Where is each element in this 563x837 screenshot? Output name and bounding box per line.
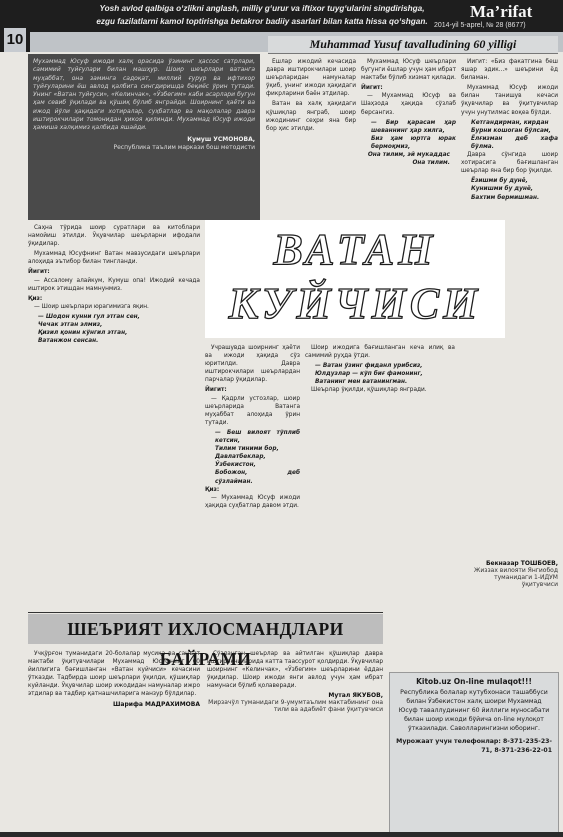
slogan-line-1: Yosh avlod qalbiga o‘zlikni anglash, milliy g‘urur va iftixor tuyg‘ularini singdirishga, [99, 4, 425, 13]
poem-line: Юлдузлар — кўп биғ фамонинг, [315, 371, 423, 378]
poem-line: Она тилим. [412, 160, 450, 167]
author-role: Мирзачўл туманидаги 9-умумтаълим мактабининг она тили ва адабиёт фани ўқитувчиси [208, 699, 383, 714]
poem-line: Ватанжон сенсан. [38, 338, 99, 345]
author-role: Жиззах вилояти Янгиобод туманидаги 1-ИДУМ ўқитувчиси [473, 567, 558, 588]
paragraph: Ёшлар ижодий кечасида давра иштирокчилари шоир шеърларидан намуналар ўқиб, унинг ижоди ҳақидаги фикрларини баён этдилар. [266, 59, 356, 98]
notice-contact: Мурожаат учун телефонлар: 8-371-235-23-71, 8-371-236-22-01 [396, 738, 552, 754]
intro-signature: Кумуш УСМОНОВА, [187, 135, 255, 143]
poem-line: Биз ҳам юртга юрак бермоқмиз, [371, 135, 456, 150]
paragraph: Шоир ижодига бағишланган кеча илиқ ва самимий руҳда ўтди. [305, 345, 455, 360]
paragraph: Давра сўнгида шоир хотирасига бағишланган шеърлар яна бир бор ўқилди. [461, 152, 558, 175]
poem-line: Кунишми бу дунё, [471, 186, 534, 193]
poem-line: Ёзишми бу дунё, [471, 178, 528, 185]
paragraph: Йигит: «Биз факатгина беш яшар эдик...» шеърини ёд биламан. [461, 59, 558, 82]
paragraph: — Ассалому алайкум, Кумуш опа! Ижодий кечада иштирок этишдан мамнунмиз. [28, 277, 200, 292]
poem-line: Ёлғизман деб хафа бўлма. [471, 135, 558, 150]
poem-line: — Беш вилоят тўплиб кетсин, [215, 429, 300, 445]
poem-line: Бобожон, деб сўзлайман. [215, 470, 300, 485]
author-name: Бекназар ТОШБОЕВ, [485, 560, 558, 567]
author-name: Мутал ЯКУБОВ, [328, 692, 383, 700]
intro-text: Мухаммад Юсуф ижоди халқ орасида ўзининг ҳассос сатрлари, самимий туйғулари билан машҳур. Шоир шеърлари ватанга муҳаббат, она заминга садоқат, миллий ғурур ва ифтихор туйғуларини ёш авлод қалбига сингдиришда беқиёс ўрин тутади. Унинг «Ватан туйғуси», «Келинчак», «Ўзбегим» каби асарлари бугун ҳам севиб ўқилади ва қўшиқ бўлиб янграйди. Шоирнинг ҳаёти ва ижод йўли ҳақидаги хотиралар, суҳбатлар ва мақолалар давра иштирокчилари томонидан ҳикоя қилинди. Мухаммад Юсуф ижоди ҳамиша халқимиз қалбида яшайди. [33, 58, 255, 132]
poem-line: Ватанинг мен ватанингман. [315, 379, 408, 386]
article-column-3-top [361, 58, 456, 216]
notice-text: Республика болалар кутубхонаси ташаббуси билан Ўзбекистон халқ шоири Мухаммад Юсуф таваллудининг 60 йиллиги муносабати билан шоир ижоди бўйича on-line мулоқот ўтказилади. Саволларингизни юборинг. [398, 689, 550, 732]
masthead-slogan [62, 2, 462, 28]
headline-line-1: ВАТАН [273, 225, 437, 274]
page-number: 10 [4, 28, 26, 52]
paragraph: Учрашувда шоирнинг ҳаёти ва ижоди ҳақида сўз юритилди. Давра иштирокчилари шеърлардан парчалар ўқидилар. [205, 345, 300, 384]
poem-line: Қизил қонин кўнгил этган, [38, 330, 128, 337]
article-column-2 [205, 344, 300, 608]
section-divider [28, 612, 383, 613]
paragraph: — Шоир шеърлари юрагимизга яқин. [34, 303, 149, 310]
speaker-label: Йигит: [361, 85, 383, 92]
headline-box [205, 220, 505, 338]
poem-line: — Бир қарасам ҳар шеваннинг ҳар хилга, [371, 119, 456, 134]
poem-line: Бурни кошоган бўлсам, [471, 127, 551, 134]
section-ribbon: Muhammad Yusuf tavalludining 60 yilligi [268, 36, 558, 54]
poem-line: — Ватан ўзинг фиданл урибсиз, [315, 363, 423, 370]
poem-line: Бахтим бермишман. [471, 194, 540, 201]
poem-line: Давлатбеклар, Ўзбекистон, [215, 454, 266, 469]
bottom-article-headline: ШЕЪРИЯТ ИХЛОСМАНДЛАРИ БАЙРАМИ [28, 614, 383, 644]
paragraph: Мухаммад Юсуф шеърлари бугунги ёшлар учун ҳам ибрат мактаби бўлиб хизмат қилади. [361, 59, 456, 82]
intro-box [28, 54, 260, 220]
article-signature-block [461, 560, 558, 588]
bottom-article-column-2 [207, 650, 383, 830]
slogan-line-2: ezgu fazilatlarni kamol toptirishga betakror badiiy asarlari bilan katta hissa qo‘shgan. [96, 17, 428, 26]
speaker-label: Қиз: [205, 486, 220, 493]
paragraph: — Мухаммад Юсуф ва Шаҳзода ҳақида сўзлаб берсангиз. [361, 93, 456, 116]
online-dialogue-notice [389, 672, 559, 834]
poem-line: Чечак этган элмиз, [38, 322, 103, 329]
issue-dateline: 2014-yil 5-aprel, № 28 (8677) [434, 22, 526, 29]
paragraph: Учқўрғон туманидаги 20-болалар мусиқа ва санъат мактаби ўқитувчилари Мухаммад Юсуфнинг 60 йиллигига бағишланган «Ватан куйчиси» кечасини ўтказди. Тадбирда шоир шеърлари ўқилди, қўшиқлар куйланди. Ўқувчилар шоир ижодидан намуналар ижро этдилар ва тадбир қатнашчиларига манзур бўлдилар. [28, 651, 200, 698]
paragraph: Саҳна тўрида шоир суратлари ва китоблари намойиш этилди. Ўқувчилар шеърларни ифодали ўқидилар. [28, 225, 200, 248]
article-column-1 [28, 224, 200, 608]
paragraph: Мухаммад Юсуфнинг Ватан мавзусидаги шеърлари алоҳида эътибор билан тингланди. [28, 251, 200, 266]
speaker-label: Қиз: [28, 295, 43, 302]
paragraph: Сўзланган шеърлар ва айтилган қўшиқлар давра иштирокчиларида катта таассурот қолдирди. Ўқувчилар шоирнинг «Келинчак», «Ўзбегим» шеърларини ёддан ўқидилар. Шоир ижоди янги авлод учун ҳам ибрат намунаси бўлиб қолаверади. [207, 651, 383, 690]
paragraph: Ватан ва халқ ҳақидаги қўшиқлар янграб, шоир ижодининг сеҳри яна бир бор ҳис этилди. [266, 101, 356, 132]
paragraph: Шеърлар ўқилди, қўшиқлар янгради. [311, 387, 427, 394]
intro-signature-role: Республика таълим маркази бош методисти [113, 143, 255, 151]
article-column-3 [305, 344, 455, 608]
poem-line: Кетгандирман, кирдан [471, 119, 549, 126]
paragraph: — Қадрли устозлар, шоир шеърларида Ватанга муҳаббат алоҳида ўрин тутади. [205, 395, 300, 426]
paragraph: — Мухаммад Юсуф ижоди ҳақида суҳбатлар давом этди. [205, 494, 300, 509]
newspaper-brand: Ma’rifat [470, 2, 533, 21]
author-name: Шарифа МАДРАХИМОВА [113, 700, 200, 708]
speaker-label: Йигит: [205, 387, 227, 394]
headline-line-2: КУЙЧИСИ [228, 279, 482, 328]
speaker-label: Йигит: [28, 269, 50, 276]
poem-line: Она тилим, эй мукаддас [367, 152, 450, 159]
bottom-article-column-1 [28, 650, 200, 820]
page-bottom-rule [0, 832, 563, 837]
poem-line: Тилим тиними бор, [215, 446, 279, 453]
notice-title: Kitob.uz On-line mulaqot!!! [416, 677, 532, 686]
paragraph: Мухаммад Юсуф ижоди билан танишув кечаси ўқувчилар ва ўқитувчилар учун унутилмас воқеа бўлди. [461, 85, 558, 116]
poem-line: — Шодон кунни гул этган сен, [38, 313, 140, 320]
article-column-2-top [266, 58, 356, 216]
